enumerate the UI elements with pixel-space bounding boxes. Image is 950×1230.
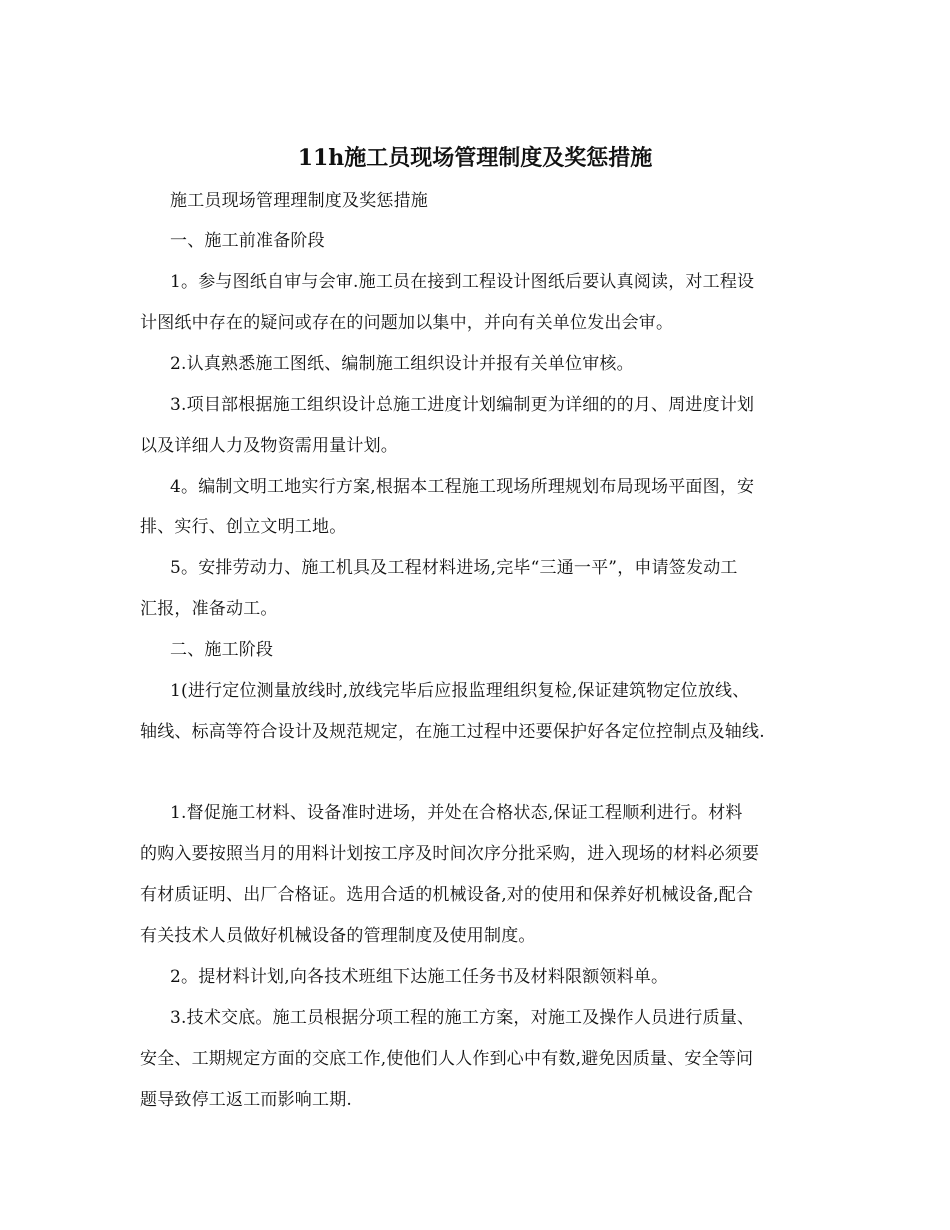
paragraph-line: 的购入要按照当月的用料计划按工序及时间次序分批采购，进入现场的材料必须要: [140, 844, 760, 864]
paragraph-line: 排、实行、创立文明工地。: [140, 517, 347, 537]
paragraph-line: 3.技术交底。施工员根据分项工程的施工方案，对施工及操作人员进行质量、: [170, 1008, 755, 1028]
paragraph-line: 1(进行定位测量放线时,放线完毕后应报监理组织复检,保证建筑物定位放线、: [170, 681, 750, 701]
paragraph-line: 1。参与图纸自审与会审.施工员在接到工程设计图纸后要认真阅读，对工程设: [170, 272, 755, 292]
section-heading: 一、施工前准备阶段: [170, 231, 325, 251]
paragraph-line: 计图纸中存在的疑问或存在的问题加以集中，并向有关单位发出会审。: [140, 313, 674, 333]
document-title: 11h施工员现场管理制度及奖惩措施: [297, 145, 653, 171]
paragraph-line: 3.项目部根据施工组织设计总施工进度计划编制更为详细的的月、周进度计划: [170, 395, 755, 415]
section-heading: 二、施工阶段: [170, 640, 274, 660]
paragraph-line: 5。安排劳动力、施工机具及工程材料进场,完毕“三通一平”，申请签发动工: [170, 558, 738, 578]
paragraph-line: 题导致停工返工而影响工期.: [140, 1090, 353, 1110]
paragraph-line: 4。编制文明工地实行方案,根据本工程施工现场所理规划布局现场平面图，安: [170, 477, 755, 497]
paragraph-line: 汇报，准备动工。: [140, 599, 278, 619]
paragraph-line: 安全、工期规定方面的交底工作,使他们人人作到心中有数,避免因质量、安全等问: [140, 1049, 754, 1069]
paragraph-line: 2。提材料计划,向各技术班组下达施工任务书及材料限额领料单。: [170, 967, 669, 987]
paragraph-line: 轴线、标高等符合设计及规范规定，在施工过程中还要保护好各定位控制点及轴线.: [140, 722, 765, 742]
paragraph-line: 以及详细人力及物资需用量计划。: [140, 436, 398, 456]
paragraph-line: 施工员现场管理理制度及奖惩措施: [170, 191, 428, 211]
paragraph-line: 1.督促施工材料、设备准时进场，并处在合格状态,保证工程顺利进行。材料: [170, 803, 743, 823]
paragraph-line: 有关技术人员做好机械设备的管理制度及使用制度。: [140, 926, 536, 946]
paragraph-line: 2.认真熟悉施工图纸、编制施工组织设计并报有关单位审核。: [170, 354, 634, 374]
paragraph-line: 有材质证明、出厂合格证。选用合适的机械设备,对的使用和保养好机械设备,配合: [140, 885, 754, 905]
